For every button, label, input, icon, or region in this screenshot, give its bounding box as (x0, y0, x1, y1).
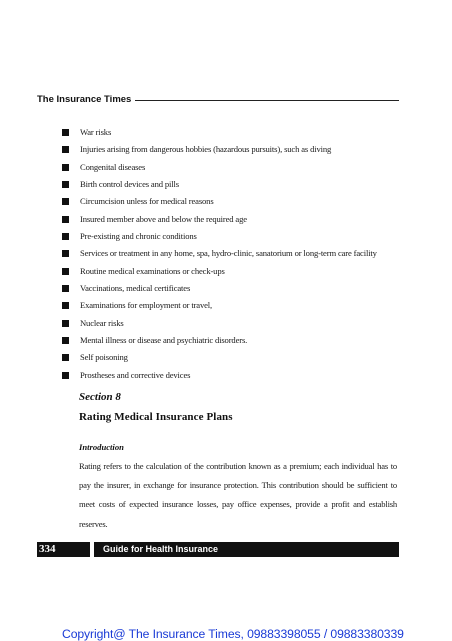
list-item (62, 315, 392, 332)
list-item (62, 245, 392, 262)
list-item (62, 228, 392, 245)
list-item (62, 193, 392, 210)
list-item (62, 297, 392, 314)
list-item (62, 159, 392, 176)
list-item (62, 211, 392, 228)
square-bullet-icon (62, 181, 69, 188)
list-item (62, 367, 392, 384)
square-bullet-icon (62, 285, 69, 292)
list-item (62, 176, 392, 193)
list-item-text: Vaccinations, medical certificates (80, 283, 191, 294)
list-item-text: Services or treatment in any home, spa, hydro-clinic, sanatorium or long-term care facility (80, 248, 377, 259)
copyright-notice: Copyright@ The Insurance Times, 09883398055 / 09883380339 (62, 627, 404, 641)
list-item-text: Injuries arising from dangerous hobbies (hazardous pursuits), such as diving (80, 144, 332, 155)
list-item-text: Pre-existing and chronic conditions (80, 231, 197, 242)
list-item (62, 141, 392, 158)
square-bullet-icon (62, 146, 69, 153)
list-item-text: Insured member above and below the required age (80, 213, 247, 224)
subheading-introduction: Introduction (79, 442, 124, 452)
square-bullet-icon (62, 233, 69, 240)
header-rule (135, 100, 399, 101)
list-item-text: Self poisoning (80, 352, 128, 363)
footer-book-title: Guide for Health Insurance (103, 544, 219, 554)
list-item-text: Routine medical examinations or check-ups (80, 265, 225, 276)
list-item-text: Examinations for employment or travel, (80, 300, 213, 311)
running-header (37, 94, 399, 108)
list-item-text: Birth control devices and pills (80, 179, 179, 190)
exclusions-list (62, 124, 392, 384)
footer-bar (37, 542, 399, 557)
section-number: Section 8 (79, 391, 121, 403)
list-item (62, 280, 392, 297)
square-bullet-icon (62, 164, 69, 171)
square-bullet-icon (62, 354, 69, 361)
list-item (62, 124, 392, 141)
list-item (62, 263, 392, 280)
square-bullet-icon (62, 320, 69, 327)
footer-divider (90, 542, 94, 557)
square-bullet-icon (62, 372, 69, 379)
list-item-text: Mental illness or disease and psychiatric disorders. (80, 335, 248, 346)
introduction-paragraph: Rating refers to the calculation of the contribution known as a premium; each individual has to pay the insurer, in exchange for insurance protection. This contribution should be sufficient to meet costs of expected insurance losses, pay office expenses, provide a profit and establish reserves. (79, 461, 397, 529)
square-bullet-icon (62, 129, 69, 136)
list-item-text: Circumcision unless for medical reasons (80, 196, 214, 207)
square-bullet-icon (62, 337, 69, 344)
section-title: Rating Medical Insurance Plans (79, 411, 233, 423)
square-bullet-icon (62, 198, 69, 205)
list-item-text: Congenital diseases (80, 161, 146, 172)
header-title: The Insurance Times (37, 94, 132, 105)
page-number: 334 (37, 542, 89, 557)
list-item (62, 349, 392, 366)
list-item-text: Nuclear risks (80, 317, 124, 328)
list-item (62, 332, 392, 349)
square-bullet-icon (62, 302, 69, 309)
list-item-text: War risks (80, 127, 112, 137)
square-bullet-icon (62, 250, 69, 257)
list-item-text: Prostheses and corrective devices (80, 369, 191, 380)
square-bullet-icon (62, 216, 69, 223)
square-bullet-icon (62, 268, 69, 275)
